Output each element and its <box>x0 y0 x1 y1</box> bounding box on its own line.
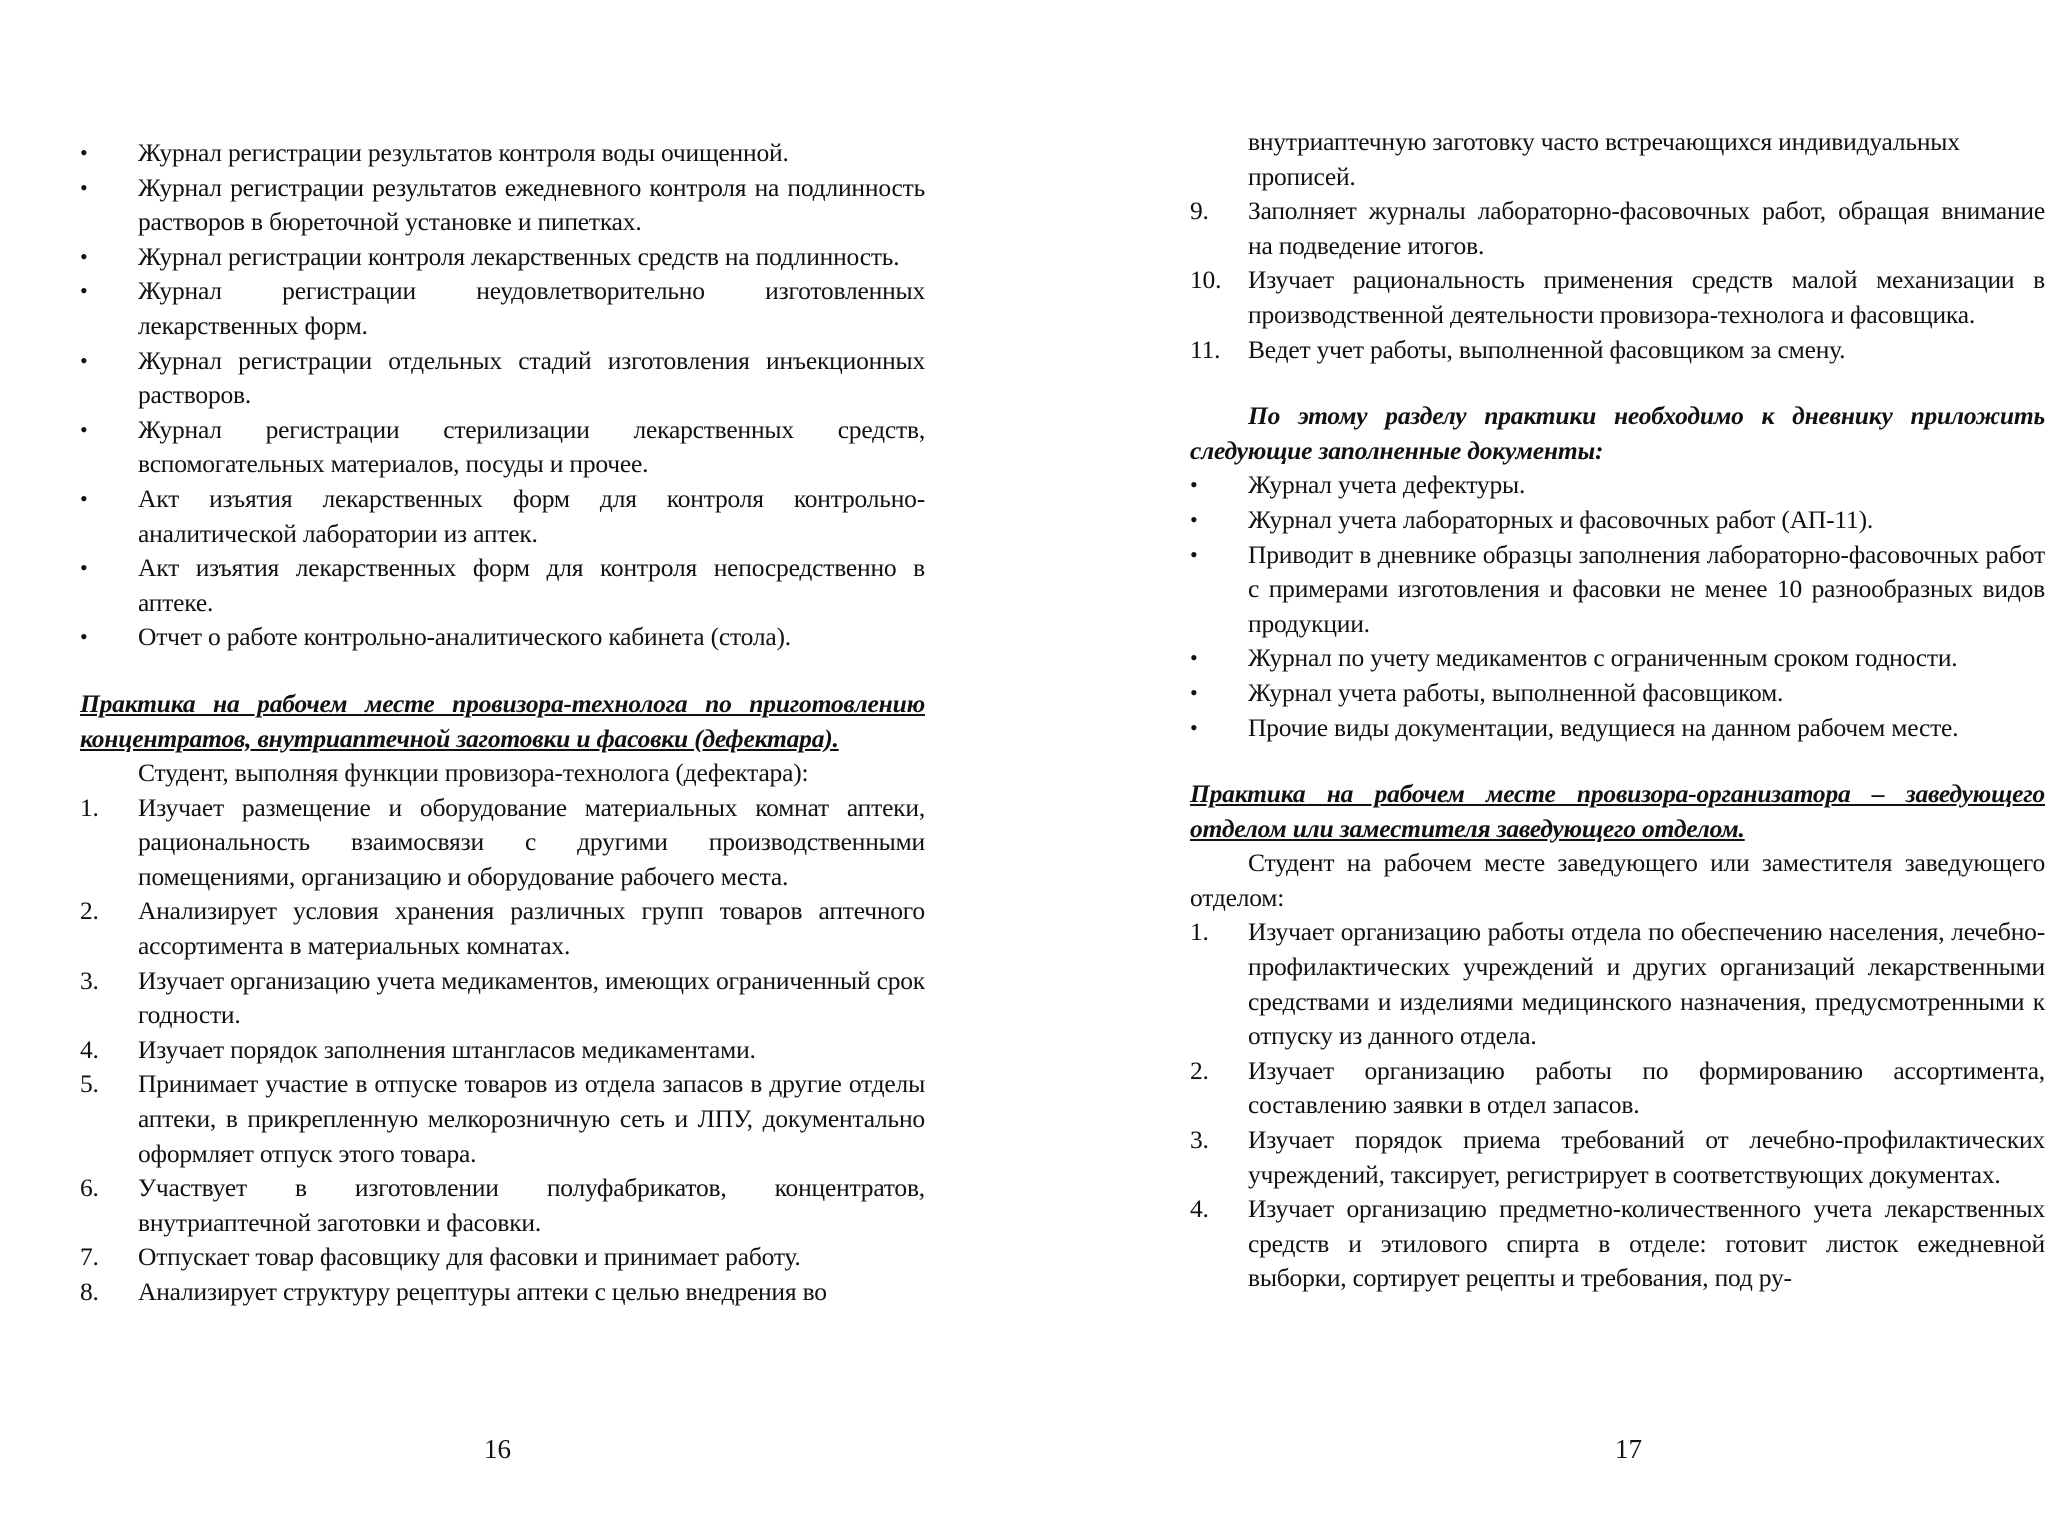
list-item: 4. Изучает организацию предметно-количественного учета лекарственных средств и этилового спирта в отделе: готовит листок ежедневной выборки, сортирует рецепты и требования, под ру- <box>1190 1192 2045 1296</box>
documents-heading: По этому разделу практики необходимо к дневнику приложить следующие заполненные документы: <box>1190 401 2045 465</box>
list-item: • Акт изъятия лекарственных форм для контроля контрольно-аналитической лаборатории из аптек. <box>80 482 925 551</box>
organizer-duties-list <box>1190 915 2045 1296</box>
left-page-text <box>80 136 925 1310</box>
list-item: • Журнал по учету медикаментов с ограниченным сроком годности. <box>1190 641 2045 676</box>
page-number: 17 <box>1615 1434 1642 1464</box>
section-intro: Студент на рабочем месте заведующего или заместителя заведующего отделом: <box>1190 848 2045 912</box>
list-item: 11. Ведет учет работы, выполненной фасовщиком за смену. <box>1190 333 2045 368</box>
list-item: 3. Изучает организацию учета медикаментов, имеющих ограниченный срок годности. <box>80 964 925 1033</box>
list-item: • Журнал учета лабораторных и фасовочных работ (АП-11). <box>1190 503 2045 538</box>
list-item: 2. Изучает организацию работы по формированию ассортимента, составлению заявки в отдел запасов. <box>1190 1054 2045 1123</box>
duties-list <box>80 791 925 1310</box>
list-item: • Журнал регистрации неудовлетворительно изготовленных лекарственных форм. <box>80 274 925 343</box>
list-item: 9. Заполняет журналы лабораторно-фасовочных работ, обращая внимание на подведение итогов. <box>1190 194 2045 263</box>
right-page-text <box>1190 125 2045 1296</box>
list-item: 4. Изучает порядок заполнения штангласов медикаментами. <box>80 1033 925 1068</box>
list-item: • Прочие виды документации, ведущиеся на данном рабочем месте. <box>1190 711 2045 746</box>
list-item: 1. Изучает размещение и оборудование материальных комнат аптеки, рациональность взаимосвязи с другими производственными помещениями, организацию и оборудование рабочего места. <box>80 791 925 895</box>
page-number: 16 <box>484 1434 511 1464</box>
duties-list-continued <box>1190 194 2045 367</box>
list-item: • Журнал регистрации результатов ежедневного контроля на подлинность растворов в бюреточной установке и пипетках. <box>80 171 925 240</box>
list-item: 6. Участвует в изготовлении полуфабрикатов, концентратов, внутриаптечной заготовки и фасовки. <box>80 1171 925 1240</box>
list-item: • Акт изъятия лекарственных форм для контроля непосредственно в аптеке. <box>80 551 925 620</box>
list-item: 7. Отпускает товар фасовщику для фасовки и принимает работу. <box>80 1240 925 1275</box>
list-item: • Журнал учета работы, выполненной фасовщиком. <box>1190 676 2045 711</box>
list-item: • Журнал регистрации стерилизации лекарственных средств, вспомогательных материалов, посуды и прочее. <box>80 413 925 482</box>
list-item: 8. Анализирует структуру рецептуры аптеки с целью внедрения во <box>80 1275 925 1310</box>
section-heading-organizer: Практика на рабочем месте провизора-организатора – заведующего отделом или заместителя заведующего отделом. <box>1190 779 2045 843</box>
continued-text: внутриаптечную заготовку часто встречающихся индивидуальных прописей. <box>1248 127 1960 191</box>
list-item: • Отчет о работе контрольно-аналитического кабинета (стола). <box>80 620 925 655</box>
list-item: • Журнал учета дефектуры. <box>1190 468 2045 503</box>
documents-list <box>1190 468 2045 745</box>
list-item: • Журнал регистрации контроля лекарственных средств на подлинность. <box>80 240 925 275</box>
section-heading-defektar: Практика на рабочем месте провизора-технолога по приготовлению концентратов, внутриаптечной заготовки и фасовки (дефектара). <box>80 688 925 753</box>
list-item: 5. Принимает участие в отпуске товаров из отдела запасов в другие отделы аптеки, в прикрепленную мелкорозничную сеть и ЛПУ, документально оформляет отпуск этого товара. <box>80 1067 925 1171</box>
list-item: • Журнал регистрации отдельных стадий изготовления инъекционных растворов. <box>80 344 925 413</box>
list-item: 1. Изучает организацию работы отдела по обеспечению населения, лечебно-профилактических учреждений и других организаций лекарственными средствами и изделиями медицинского назначения, предусмотренными к отпуску из данного отдела. <box>1190 915 2045 1053</box>
right-page <box>1025 0 2050 1517</box>
list-item: • Приводит в дневнике образцы заполнения лабораторно-фасовочных работ с примерами изготовления и фасовки не менее 10 разнообразных видов продукции. <box>1190 538 2045 642</box>
list-item: 2. Анализирует условия хранения различных групп товаров аптечного ассортимента в материальных комнатах. <box>80 894 925 963</box>
journal-list <box>80 136 925 655</box>
list-item: 10. Изучает рациональность применения средств малой механизации в производственной деятельности провизора-технолога и фасовщика. <box>1190 263 2045 332</box>
section-intro: Студент, выполняя функции провизора-технолога (дефектара): <box>138 758 809 788</box>
list-item: • Журнал регистрации результатов контроля воды очищенной. <box>80 136 925 171</box>
list-item: 3. Изучает порядок приема требований от лечебно-профилактических учреждений, таксирует, регистрирует в соответствующих документах. <box>1190 1123 2045 1192</box>
